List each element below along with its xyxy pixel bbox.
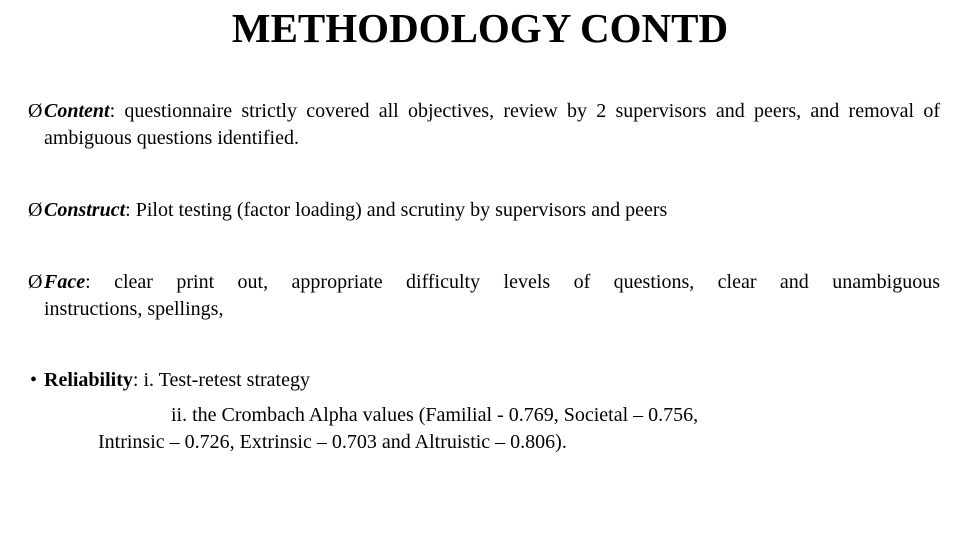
bullet-text: Pilot testing (factor loading) and scrutiny by supervisors and peers [130,199,668,221]
arrow-bullet-icon: Ø [28,199,43,221]
bullet-line-1 [44,269,940,296]
reliability-line-3: Intrinsic – 0.726, Extrinsic – 0.703 and Altruistic – 0.806). [98,431,567,453]
arrow-bullet-icon: Ø [28,100,43,122]
bullet-content [44,197,940,224]
bullet-content [44,98,940,152]
arrow-bullet-icon: Ø [28,271,43,293]
bullet-text: questionnaire strictly covered all objectives, review by 2 supervisors and peers, and removal of ambiguous questions identified. [44,100,940,149]
bullet-separator: : [125,199,131,221]
bullet-line-2: instructions, spellings, [44,298,224,320]
bullet-separator: : [109,100,116,122]
bullet-item-face [28,269,940,323]
bullet-content [44,269,940,323]
bullet-term: Construct [44,199,126,221]
bullet-separator: : [132,369,139,391]
bullet-text: clear print out, appropriate difficulty levels of questions, clear and unambiguous [90,271,940,293]
bullet-item-reliability [28,367,940,394]
slide-title: METHODOLOGY CONTD [231,5,729,51]
bullet-term: Content [44,100,110,122]
reliability-line-2: ii. the Crombach Alpha values (Familial - 0.769, Societal – 0.756, [171,404,699,426]
bullet-dot-icon: • [30,369,38,391]
bullet-item-content [28,98,940,152]
bullet-separator: : [85,271,91,293]
bullet-content [44,367,940,394]
bullet-term: Reliability [44,369,133,391]
bullet-item-construct [28,197,940,224]
bullet-term: Face [44,271,86,293]
bullet-text: i. Test-retest strategy [138,369,310,391]
